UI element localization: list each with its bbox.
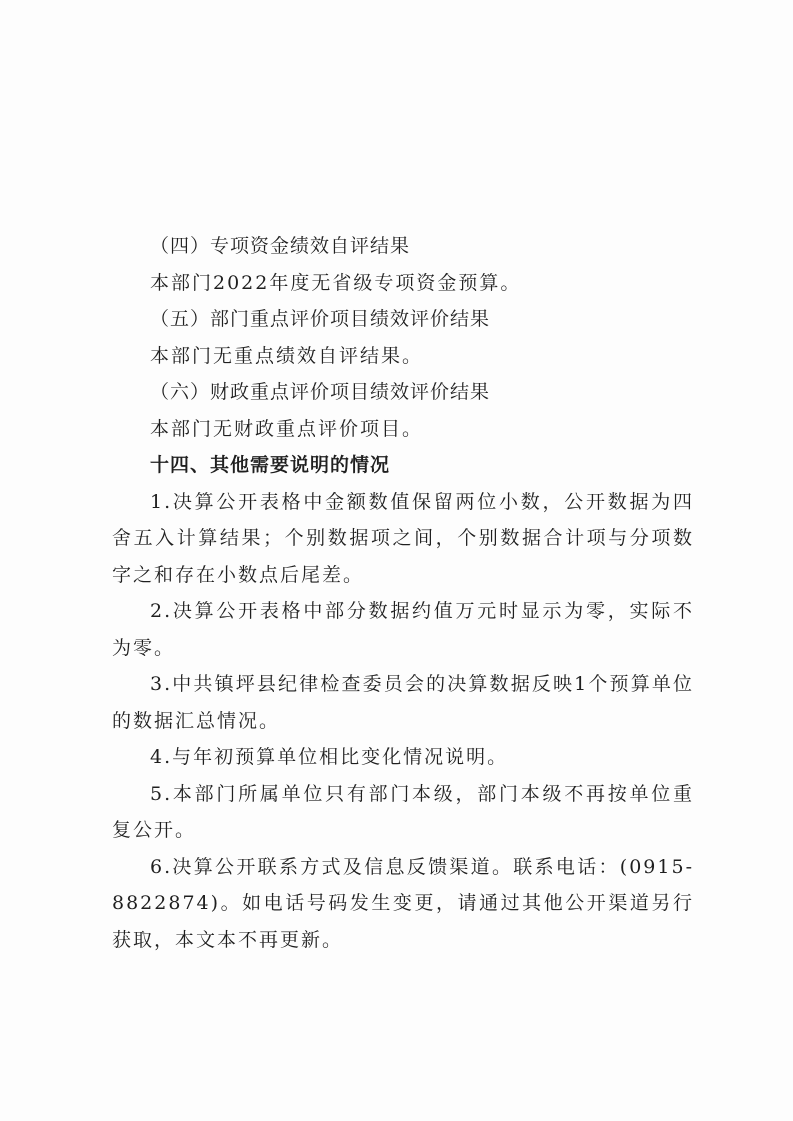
note-item-5: 5.本部门所属单位只有部门本级，部门本级不再按单位重复公开。 [112,782,694,841]
section-heading-special-funds: （四）专项资金绩效自评结果 [150,235,411,257]
note-item-1: 1.决算公开表格中金额数值保留两位小数，公开数据为四舍五入计算结果；个别数据项之间，个别数据合计项与分项数字之和存在小数点后尾差。 [112,490,694,586]
paragraph-finance-evaluation: 本部门无财政重点评价项目。 [150,417,424,440]
note-item-3: 3.中共镇坪县纪律检查委员会的决算数据反映1个预算单位的数据汇总情况。 [112,673,694,732]
section-heading-department-evaluation: （五）部门重点评价项目绩效评价结果 [150,308,491,330]
note-item-2: 2.决算公开表格中部分数据约值万元时显示为零，实际不为零。 [112,600,694,659]
note-item-4: 4.与年初预算单位相比变化情况说明。 [150,746,509,768]
paragraph-special-funds: 本部门2022年度无省级专项资金预算。 [150,271,522,294]
document-body [112,228,694,958]
section-heading-other-notes: 十四、其他需要说明的情况 [150,454,391,476]
section-heading-finance-evaluation: （六）财政重点评价项目绩效评价结果 [150,381,491,403]
paragraph-department-evaluation: 本部门无重点绩效自评结果。 [150,344,424,367]
note-item-6: 6.决算公开联系方式及信息反馈渠道。联系电话：(0915-8822874)。如电话号码发生变更，请通过其他公开渠道另行获取，本文本不再更新。 [112,855,694,951]
